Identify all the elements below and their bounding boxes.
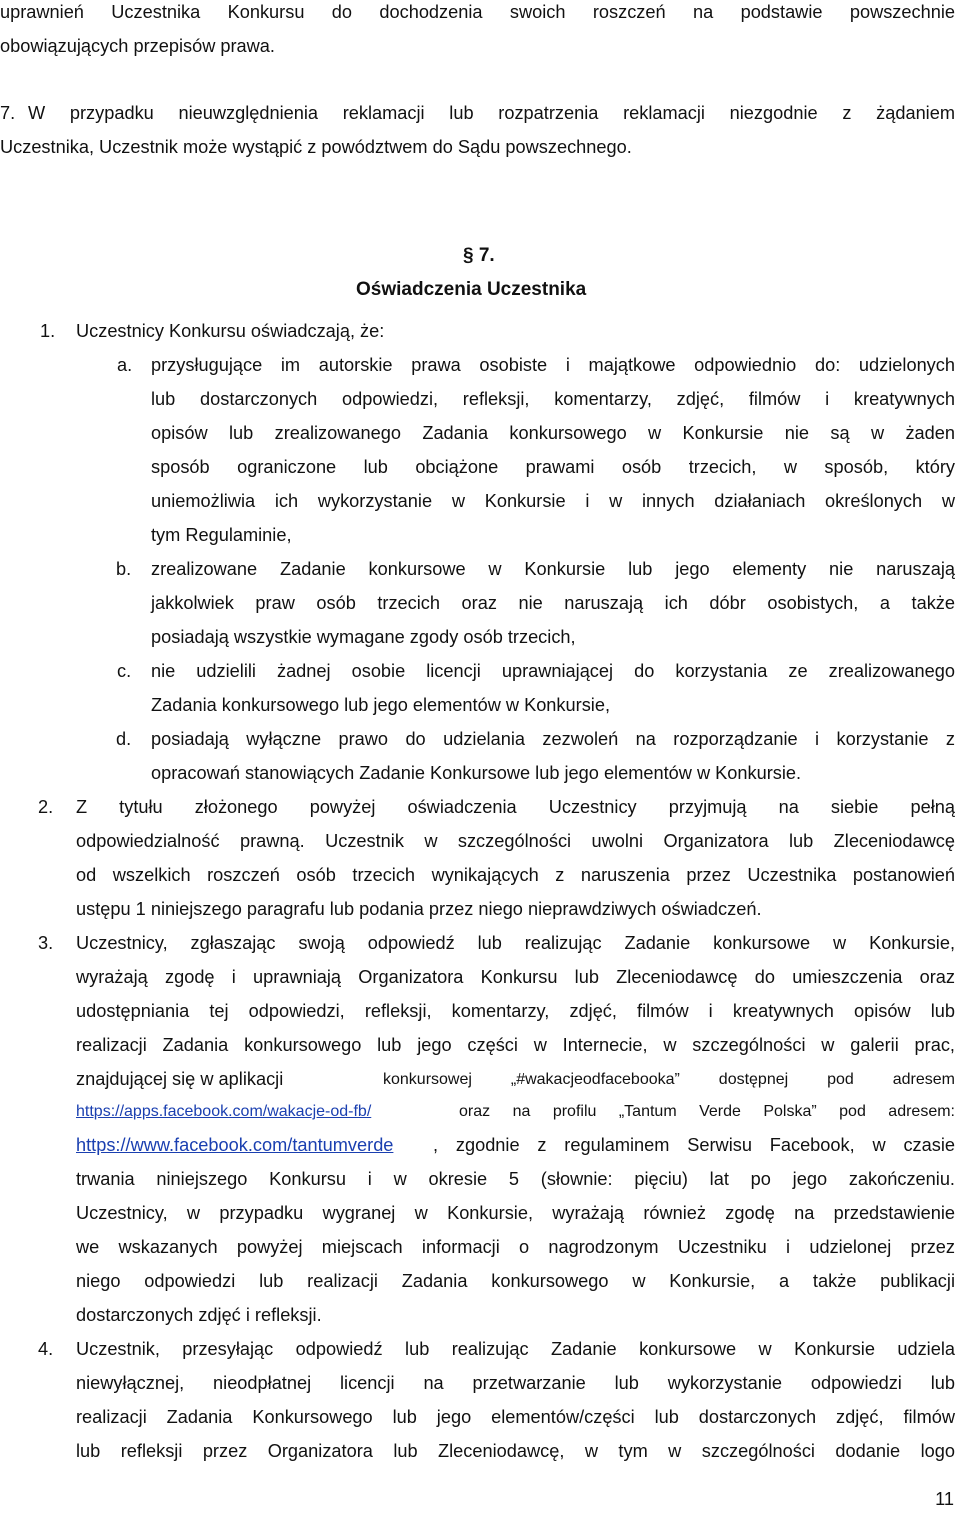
item-7-line-1: W przypadku nieuwzględnienia reklamacji lub rozpatrzenia reklamacji niezgodnie z żądaniem [28, 103, 955, 123]
p3-line-5-start: znajdującej się w aplikacji [76, 1069, 284, 1089]
p1-a-line: lub dostarczonych odpowiedzi, refleksji, komentarzy, zdjęć, filmów i kreatywnych [151, 389, 955, 409]
p3-line: we wskazanych powyżej miejscach informacji o nagrodzonym Uczestniku i udzielonej przez [76, 1237, 955, 1257]
p1-a-line: uniemożliwia ich wykorzystanie w Konkursie i w innych działaniach określonych w [151, 491, 955, 511]
p3-line: wyrażają zgodę i uprawniają Organizatora Konkursu lub Zleceniodawcę do umieszczenia oraz [76, 967, 955, 987]
p1-text: Uczestnicy Konkursu oświadczają, że: [76, 321, 385, 341]
p1-d-line: posiadają wyłączne prawo do udzielania zezwoleń na rozporządzanie i korzystanie z [151, 729, 955, 749]
p3-line: niego odpowiedzi lub realizacji Zadania konkursowego w Konkursie, a także publikacji [76, 1271, 955, 1291]
p1-c-label: c. [117, 661, 132, 681]
item-7-line-2: Uczestnika, Uczestnik może wystąpić z powództwem do Sądu powszechnego. [0, 137, 632, 157]
p1-a-line: opisów lub zrealizowanego Zadania konkursowego w Konkursie nie są w żaden [151, 423, 955, 443]
p3-line: realizacji Zadania konkursowego lub jego części w Internecie, w szczególności w galerii prac, [76, 1035, 955, 1055]
p4-number: 4. [38, 1339, 54, 1359]
p3-line: trwania niniejszego Konkursu i w okresie 5 (słownie: pięciu) lat po jego zakończeniu. [76, 1169, 955, 1189]
section-number: § 7. [463, 245, 495, 266]
p1-c-line: Zadania konkursowego lub jego elementów w Konkursie, [151, 695, 610, 715]
p1-b-label: b. [116, 559, 132, 579]
p1-d-label: d. [116, 729, 132, 749]
p3-line: dostarczonych zdjęć i refleksji. [76, 1305, 322, 1325]
p1-b-line: posiadają wszystkie wymagane zgody osób trzecich, [151, 627, 576, 647]
p4-line: Uczestnik, przesyłając odpowiedź lub realizując Zadanie konkursowe w Konkursie udziela [76, 1339, 955, 1359]
p2-line: odpowiedzialność prawną. Uczestnik w szczególności uwolni Organizatora lub Zleceniodawcę [76, 831, 955, 851]
p2-number: 2. [38, 797, 54, 817]
p1-number: 1. [40, 321, 56, 341]
p3-line-7-end: , zgodnie z regulaminem Serwisu Facebook, w czasie [433, 1135, 955, 1155]
p2-line: Z tytułu złożonego powyżej oświadczenia Uczestnicy przyjmują na siebie pełną [76, 797, 955, 817]
p2-line: ustępu 1 niniejszego paragrafu lub podania przez niego nieprawdziwych oświadczeń. [76, 899, 762, 919]
p3-number: 3. [38, 933, 54, 953]
p1-a-line: tym Regulaminie, [151, 525, 292, 545]
p3-line: udostępniania tej odpowiedzi, refleksji, komentarzy, zdjęć, filmów i kreatywnych opisów lub [76, 1001, 955, 1021]
p1-b-line: jakkolwiek praw osób trzecich oraz nie naruszają ich dóbr osobistych, a także [151, 593, 955, 613]
item-7-number: 7. [0, 103, 16, 123]
intro-line-2: obowiązujących przepisów prawa. [0, 36, 275, 56]
p1-d-line: opracowań stanowiących Zadanie Konkursowe lub jego elementów w Konkursie. [151, 763, 802, 783]
p3-line-5-end: konkursowej „#wakacjeodfacebooka” dostępnej pod adresem [383, 1071, 955, 1088]
p1-a-line: sposób ograniczone lub obciążone prawami osób trzecich, w sposób, który [151, 457, 955, 477]
p4-line: realizacji Zadania Konkursowego lub jego elementów/części lub dostarczonych zdjęć, filmów [76, 1407, 955, 1427]
apps-facebook-link[interactable]: https://apps.facebook.com/wakacje-od-fb/ [76, 1103, 372, 1120]
p3-line: Uczestnicy, zgłaszając swoją odpowiedź lub realizując Zadanie konkursowe w Konkursie, [76, 933, 955, 953]
intro-line-1: uprawnień Uczestnika Konkursu do dochodzenia swoich roszczeń na podstawie powszechnie [0, 2, 955, 22]
p1-a-line: przysługujące im autorskie prawa osobiste i majątkowe odpowiednio do: udzielonych [151, 355, 955, 375]
p3-line-6-end: oraz na profilu „Tantum Verde Polska” pod adresem: [459, 1103, 955, 1120]
p1-c-line: nie udzielili żadnej osobie licencji uprawniającej do korzystania ze zrealizowanego [151, 661, 955, 681]
p1-a-label: a. [117, 355, 133, 375]
p1-b-line: zrealizowane Zadanie konkursowe w Konkursie lub jego elementy nie naruszają [151, 559, 955, 579]
p4-line: lub refleksji przez Organizatora lub Zleceniodawcę, w tym w szczególności dodanie logo [76, 1441, 955, 1461]
p4-line: niewyłącznej, nieodpłatnej licencji na przetwarzanie lub wykorzystanie odpowiedzi lub [76, 1373, 955, 1393]
tantumverde-facebook-link[interactable]: https://www.facebook.com/tantumverde [76, 1135, 394, 1155]
section-title: Oświadczenia Uczestnika [356, 279, 587, 300]
page-number: 11 [935, 1489, 954, 1509]
p2-line: od wszelkich roszczeń osób trzecich wynikających z naruszenia przez Uczestnika postanowień [76, 865, 955, 885]
p3-line: Uczestnicy, w przypadku wygranej w Konkursie, wyrażają również zgodę na przedstawienie [76, 1203, 955, 1223]
